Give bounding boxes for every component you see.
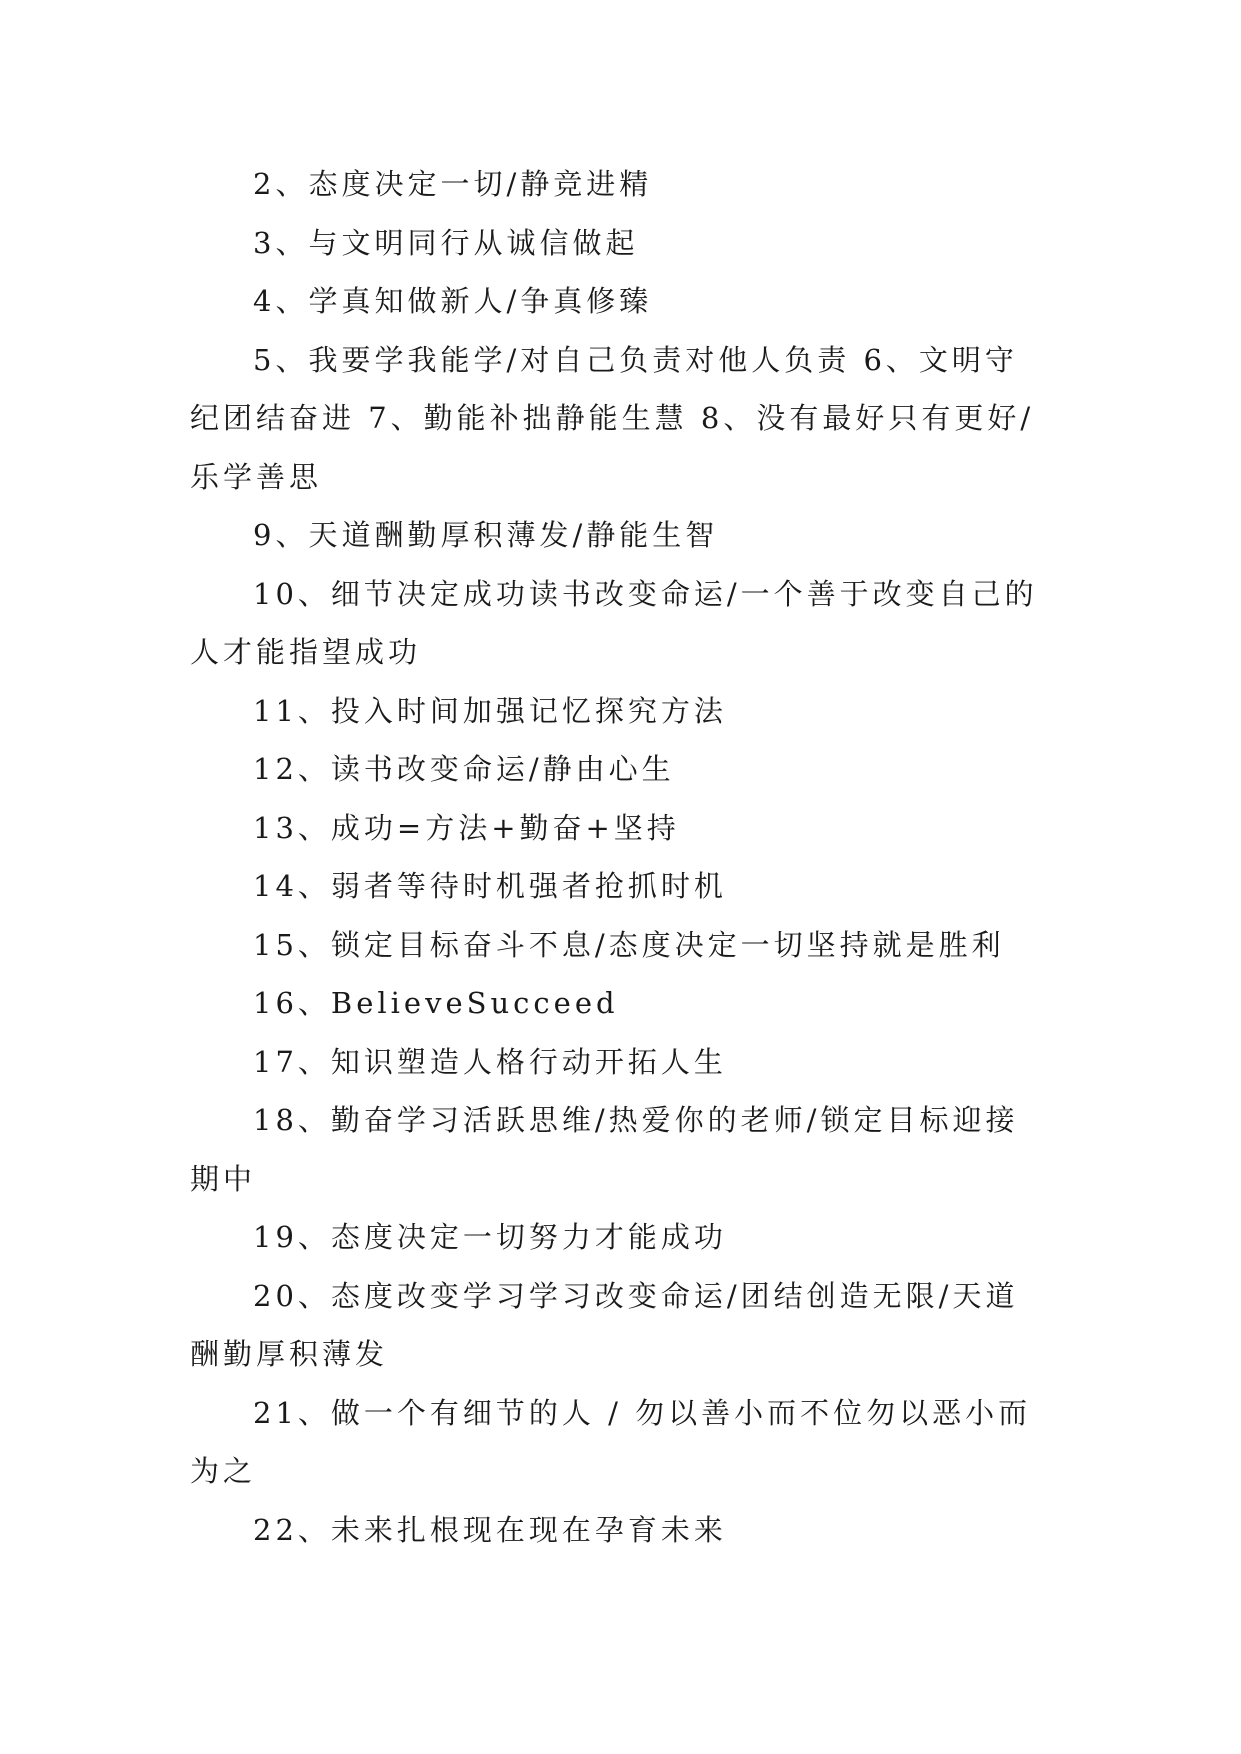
paragraph-3: 3、与文明同行从诚信做起 [253,225,639,260]
paragraph-16: 16、BelieveSucceed [253,986,619,1020]
paragraph-10: 10、细节决定成功读书改变命运/一个善于改变自己的人才能指望成功 [190,576,1038,669]
paragraph-15: 15、锁定目标奋斗不息/态度决定一切坚持就是胜利 [253,927,1005,962]
paragraph-5-8: 5、我要学我能学/对自己负责对他人负责 6、文明守纪团结奋进 7、勤能补拙静能生慧 8、没有最好只有更好/乐学善思 [190,342,1035,494]
paragraph-13: 13、成功=方法+勤奋+坚持 [253,810,680,845]
paragraph-22: 22、未来扎根现在现在孕育未来 [253,1512,727,1547]
paragraph-9: 9、天道酬勤厚积薄发/静能生智 [253,518,719,552]
paragraph-4: 4、学真知做新人/争真修臻 [253,284,653,318]
paragraph-19: 19、态度决定一切努力才能成功 [253,1220,727,1254]
document-body [190,155,1050,1559]
paragraph-2: 2、态度决定一切/静竞进精 [253,167,653,201]
paragraph-11: 11、投入时间加强记忆探究方法 [253,693,727,728]
paragraph-21: 21、做一个有细节的人 / 勿以善小而不位勿以恶小而为之 [190,1395,1032,1488]
paragraph-17: 17、知识塑造人格行动开拓人生 [253,1044,727,1079]
paragraph-20: 20、态度改变学习学习改变命运/团结创造无限/天道酬勤厚积薄发 [190,1278,1019,1371]
paragraph-12: 12、读书改变命运/静由心生 [253,752,675,786]
paragraph-14: 14、弱者等待时机强者抢抓时机 [253,869,727,903]
paragraph-18: 18、勤奋学习活跃思维/热爱你的老师/锁定目标迎接期中 [190,1103,1019,1196]
